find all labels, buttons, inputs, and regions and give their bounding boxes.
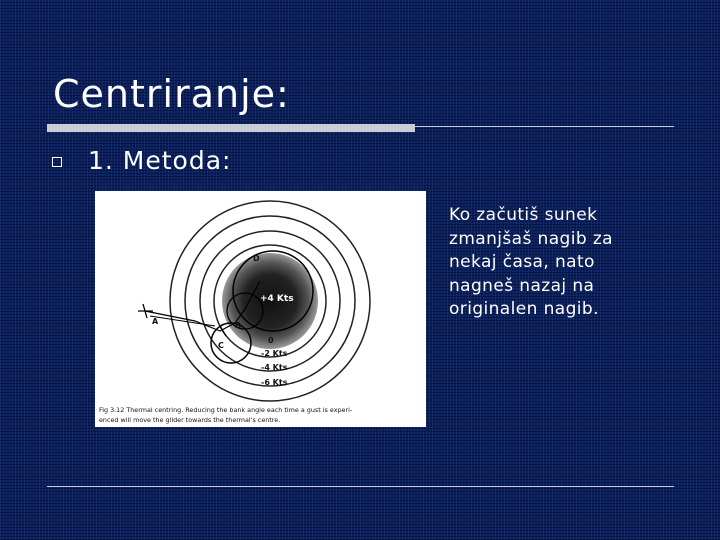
explanation-line: nagneš nazaj na	[449, 275, 595, 296]
bullet-item	[52, 146, 231, 175]
title-divider-thin	[415, 126, 674, 127]
ring-label-0: 0	[268, 336, 274, 345]
bullet-text: 1. Metoda:	[88, 146, 232, 175]
figure-caption-line-1: Fig 3.12 Thermal centring. Reducing the bank angle each time a gust is experi-	[99, 406, 353, 414]
thermal-centring-figure	[95, 191, 426, 427]
point-label-b: B	[235, 321, 242, 330]
ring-label-minus6: -6 Kts	[261, 378, 288, 387]
glider-track-alt	[150, 316, 215, 326]
explanation-line: originalen nagib.	[449, 299, 599, 319]
point-label-d: D	[253, 254, 260, 263]
explanation-line: nekaj časa, nato	[449, 252, 595, 272]
center-label: +4 Kts	[260, 294, 294, 304]
ring-label-minus4: -4 Kts	[261, 363, 288, 372]
explanation-line: Ko začutiš sunek	[449, 205, 598, 225]
point-label-a: A	[152, 317, 159, 326]
footer-divider	[47, 486, 674, 487]
explanation-line: zmanjšaš nagib za	[449, 228, 613, 249]
glider-circle-c	[211, 323, 251, 363]
thermal-diagram	[95, 191, 426, 427]
ring-label-minus2: -2 Kts	[261, 349, 288, 358]
figure-caption-line-2: enced will move the glider towards the thermal's centre.	[99, 416, 281, 424]
title-divider-thick	[47, 124, 415, 132]
slide-title: Centriranje:	[53, 72, 290, 116]
explanation-text	[449, 204, 679, 322]
point-label-c: C	[218, 341, 224, 350]
square-bullet-icon	[52, 157, 62, 167]
